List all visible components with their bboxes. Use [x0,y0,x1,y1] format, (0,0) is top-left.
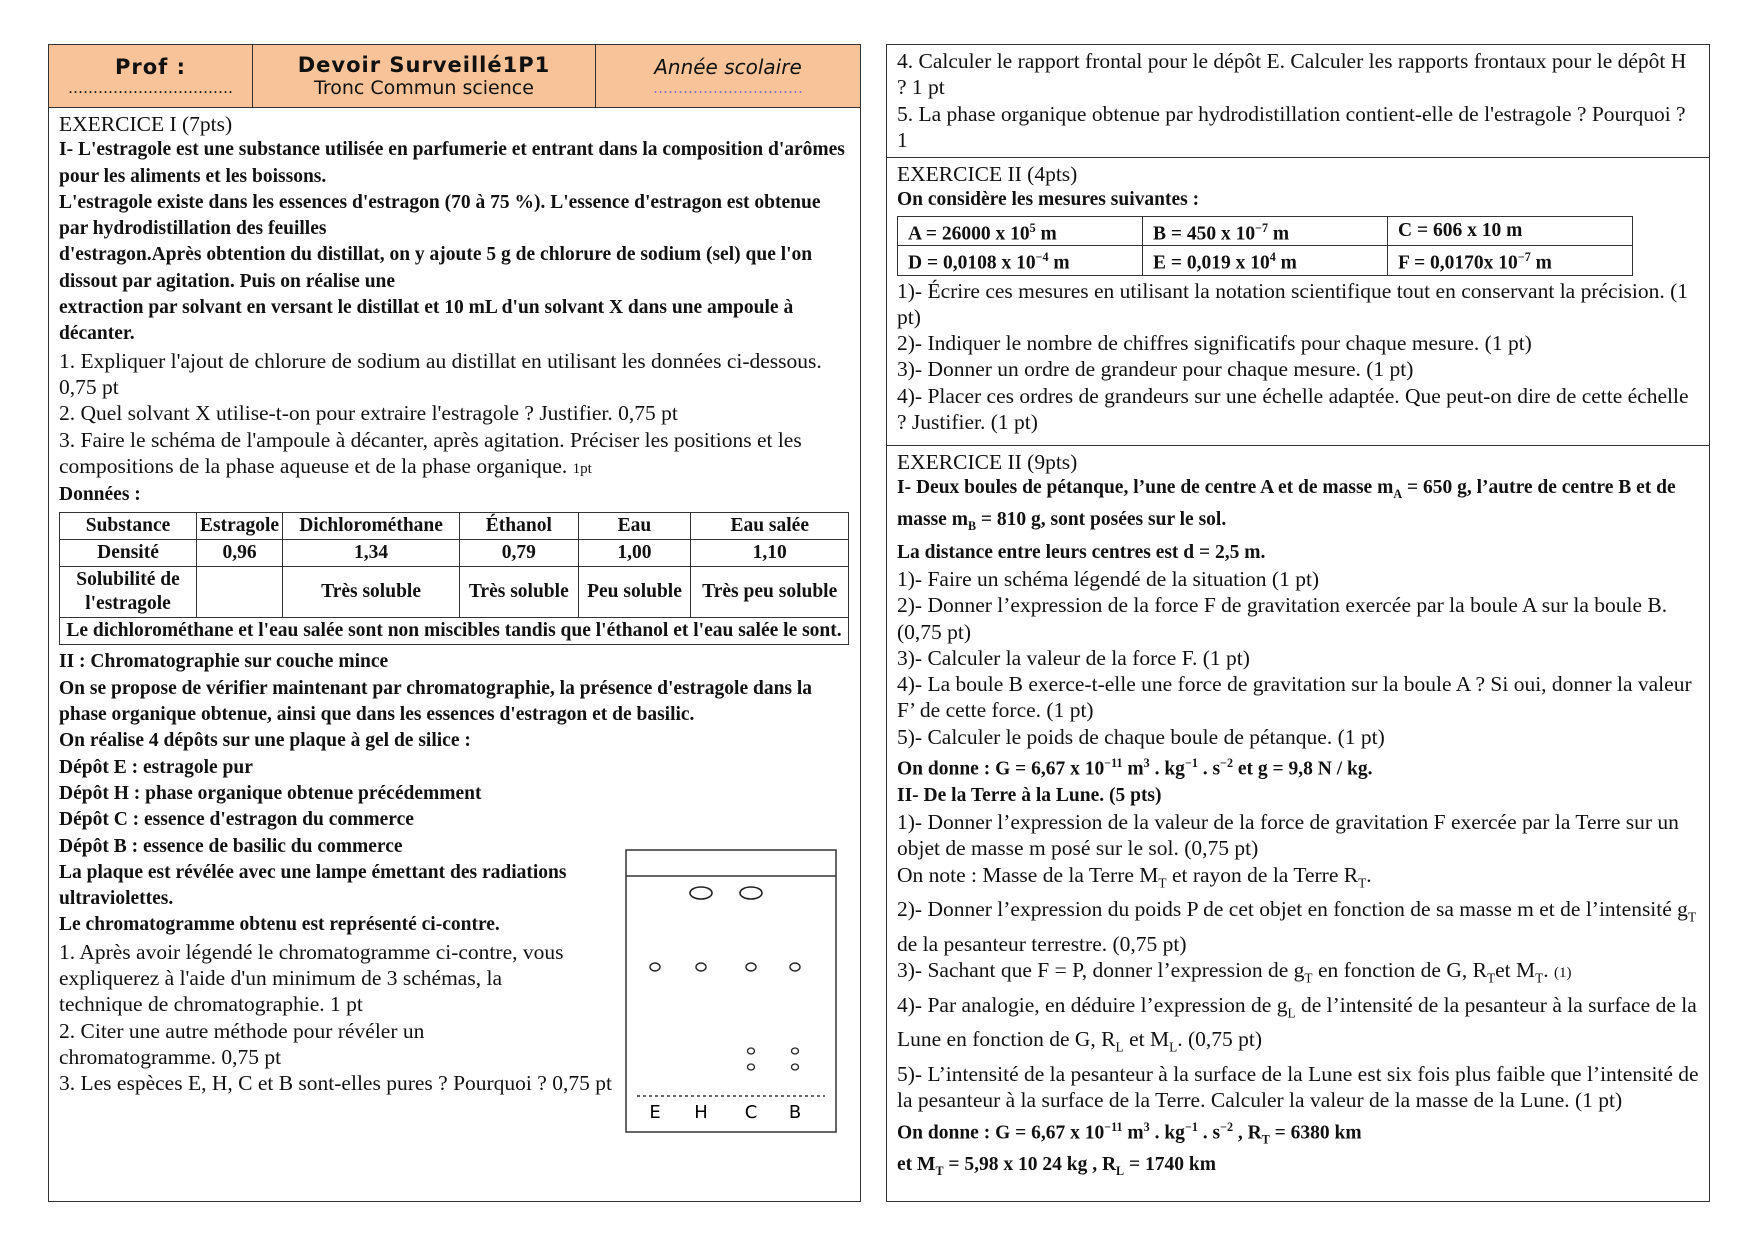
donnees-label: Données : [59,484,141,506]
table-cell: Peu soluble [578,567,691,618]
table-cell: 1,34 [283,540,460,567]
measure-e: E = 0,019 x $10^4$ m [1143,246,1388,276]
ex1-q3-pts: 1pt [572,460,592,477]
exam-subtitle: Tronc Commun science [314,77,534,99]
ex3-q1: 1)- Faire un schéma légendé de la situation (1 pt) [897,566,1320,591]
table-cell: Très soluble [460,567,578,618]
ex3-given-3: et $M_T = 5,98$ x 10 24 kg , $R_L = 1740$ km [897,1154,1216,1179]
chromo-label-b: B [788,1102,802,1123]
measures-table [897,216,1633,276]
table-cell: Très soluble [283,567,460,618]
ex2-title: EXERCICE II (4pts) [897,162,1078,186]
prof-dots: …………………………… [68,79,233,97]
year-cell [596,45,860,107]
table-row [60,618,849,645]
ex3-part1: I- Deux boules de pétanque, l’une de centre A et de masse $m_A = 650$ g, l’autre de centre B et de masse $m_B = 810$ g, sont posées sur le sol. [897,477,1676,534]
year-label: Année scolaire [654,55,802,79]
table-cell: 0,96 [197,540,283,567]
ex3-q2: 2)- Donner l’expression de la force F de gravitation exercée par la boule A sur la boule B. (0,75 pt) [897,593,1668,644]
ex3-p2-q4: 4)- Par analogie, en déduire l’expression de $g_L$ de l’intensité de la pesanteur à la surface de la Lune en fonction de G, $R_L$ et $M_L$. (0,75 pt) [897,992,1697,1055]
ex1-title: EXERCICE I (7pts) [59,112,233,136]
ex3-given-1: On donne : G = 6,67 x $10^{-11}$ $m^3$ . $kg^{-1}$ . $s^{-2}$ et g = 9,8 N / kg. [897,756,1373,780]
year-dots: ………………………… [653,79,803,97]
ex3-p2-note: On note : Masse de la Terre $M_T$ et rayon de la Terre $R_T$. [897,862,1372,891]
table-row [60,513,849,540]
measure-c: C = 606 x 10 m [1388,216,1633,246]
ex3-p2-q2: 2)- Donner l’expression du poids P de cet objet en fonction de sa masse m et de l’intensité $g_T$ de la pesanteur terrestre. (0,75 pt) [897,897,1697,956]
ex2-q2: 2)- Indiquer le nombre de chiffres significatifs pour chaque mesure. (1 pt) [897,331,1532,356]
ex2-q4: 4)- Placer ces ordres de grandeurs sur une échelle adaptée. Que peut-on dire de cette échelle ? Justifier. (1 pt) [897,383,1689,435]
table-cell: Très peu soluble [691,567,849,618]
exercise-1-continued [887,45,1709,157]
table-cell: 0,79 [460,540,578,567]
ex1-intro-2: L'estragole existe dans les essences d'estragon (70 à 75 %). L'essence d'estragon est obtenue par hydrodistillation des feuilles [59,191,821,240]
title-cell [253,45,596,107]
table-cell: 1,10 [691,540,849,567]
ex3-title: EXERCICE II (9pts) [897,450,1078,474]
density-table [59,512,849,645]
table-note: Le dichlorométhane et l'eau salée sont non miscibles tandis que l'éthanol et l'eau salée le sont. [60,618,849,645]
ex1-intro-4: extraction par solvant en versant le distillat et 10 mL d'un solvant X dans une ampoule à décanter. [59,297,794,345]
ex3-q5: 5)- Calculer le poids de chaque boule de pétanque. (1 pt) [897,724,1385,749]
table-row [60,567,849,618]
ex1-q3-text: 3. Faire le schéma de l'ampoule à décanter, après agitation. Préciser les positions et les compositions de la phase aqueuse et de la phase organique. [59,427,802,478]
depot-h: Dépôt H : phase organique obtenue précédemment [59,782,482,804]
exercise-3 [887,445,1709,1188]
prof-label: Prof : [114,55,187,79]
table-cell: Estragole [197,513,283,540]
ex2-q1: 1)- Écrire ces mesures en utilisant la notation scientifique tout en conservant la précision. (1 pt) [897,278,1689,329]
table-cell [197,567,283,618]
table-cell: Dichlorométhane [283,513,460,540]
ex2-q3: 3)- Donner un ordre de grandeur pour chaque mesure. (1 pt) [897,357,1414,382]
table-row [898,216,1633,246]
ex3-q3: 3)- Calculer la valeur de la force F. (1 pt) [897,645,1250,670]
table-cell: Substance [60,513,197,540]
part2-line: On réalise 4 dépôts sur une plaque à gel de silice : [59,730,471,752]
ex1-q5: 5. La phase organique obtenue par hydrodistillation contient-elle de l'estragole ? Pourquoi ? 1 [897,101,1686,152]
exam-title: Devoir Surveillé1P1 [297,53,551,77]
ex1-q1: 1. Expliquer l'ajout de chlorure de sodium au distillat en utilisant les données ci-dessous. 0,75 pt [59,348,822,399]
ex3-p2-q5: 5)- L’intensité de la pesanteur à la surface de la Lune est six fois plus faible que l’intensité de la pesanteur à la surface de la Terre. Calculer la valeur de la masse de la Lune. (1 pt) [897,1062,1699,1113]
chromo-label-e: E [649,1102,661,1123]
ex3-distance: La distance entre leurs centres est d = 2,5 m. [897,541,1266,563]
part2-uv: La plaque est révélée avec une lampe émettant des radiations ultraviolettes. [59,861,567,910]
ex1-intro-1: I- L'estragole est une substance utilisée en parfumerie et entrant dans la composition d'arômes pour les aliments et les boissons. [59,139,845,187]
ex1-intro-3: d'estragon.Après obtention du distillat, on y ajoute 5 g de chlorure de sodium (sel) que l'on dissout par agitation. Puis on réalise une [59,244,813,292]
ex1-q3 [59,427,850,483]
table-cell: Eau [578,513,691,540]
table-cell: Densité [60,540,197,567]
plate-border [626,850,836,1132]
measure-b: B = 450 x $10^{-7}$ m [1143,216,1388,246]
exam-header [49,45,860,108]
prof-cell [49,45,253,107]
part2-q1: 1. Après avoir légendé le chromatogramme ci-contre, vous expliquerez à l'aide d'un minimum de 3 schémas, la technique de chromatographie. 1 pt [59,939,564,1017]
ex1-q2: 2. Quel solvant X utilise-t-on pour extraire l'estragole ? Justifier. 0,75 pt [59,401,678,426]
measure-f: F = 0,0170x $10^{-7}$ m [1388,246,1633,276]
part2-q3: 3. Les espèces E, H, C et B sont-elles pures ? Pourquoi ? 0,75 pt [59,1071,612,1096]
depot-e: Dépôt E : estragole pur [59,756,253,778]
table-cell: Éthanol [460,513,578,540]
table-cell: 1,00 [578,540,691,567]
left-column [48,44,861,1202]
ex1-q4: 4. Calculer le rapport frontal pour le dépôt E. Calculer les rapports frontaux pour le dépôt H ? 1 pt [897,49,1687,100]
chromo-label-c: C [744,1102,758,1123]
ex3-p2-q3: 3)- Sachant que F = P, donner l’expression de $g_T$ en fonction de G, $R_Tet$ $M_T$. (1) [897,958,1572,986]
part2-q2: 2. Citer une autre méthode pour révéler un chromatogramme. 0,75 pt [59,1018,425,1069]
ex3-given-2: On donne : G = 6,67 x $10^{-11}$ $m^3$ . $kg^{-1}$ . $s^{-2}$ , $R_T = 6380$ km [897,1119,1362,1146]
table-cell: Solubilité de l'estragole [60,567,197,618]
chromo-label-h: H [694,1102,708,1123]
measure-d: D = 0,0108 x $10^{-4}$ m [898,246,1143,276]
part2-title: II : Chromatographie sur couche mince [59,651,389,673]
measure-a: A = 26000 x $10^5$ m [898,216,1143,246]
table-row [898,246,1633,276]
depot-b: Dépôt B : essence de basilic du commerce [59,835,403,857]
table-row [60,540,849,567]
ex3-p2-q1: 1)- Donner l’expression de la valeur de la force de gravitation F exercée par la Terre sur un objet de masse m posé sur le sol. (0,75 pt) [897,810,1679,861]
ex2-intro: On considère les mesures suivantes : [897,189,1200,211]
ex3-q4: 4)- La boule B exerce-t-elle une force de gravitation sur la boule A ? Si oui, donner la valeur F’ de cette force. (1 pt) [897,672,1692,723]
right-column [886,44,1710,1202]
depot-c: Dépôt C : essence d'estragon du commerce [59,809,414,831]
chromatogram-plate [625,849,837,1133]
part2-intro: On se propose de vérifier maintenant par chromatographie, la présence d'estragole dans la phase organique obtenue, ainsi que dans les essences d'estragon et de basilic. [59,677,813,726]
table-cell: Eau salée [691,513,849,540]
exercise-2 [887,157,1709,445]
part2-chromo: Le chromatogramme obtenu est représenté ci-contre. [59,914,500,936]
ex3-part2-title: II- De la Terre à la Lune. (5 pts) [897,784,1162,806]
